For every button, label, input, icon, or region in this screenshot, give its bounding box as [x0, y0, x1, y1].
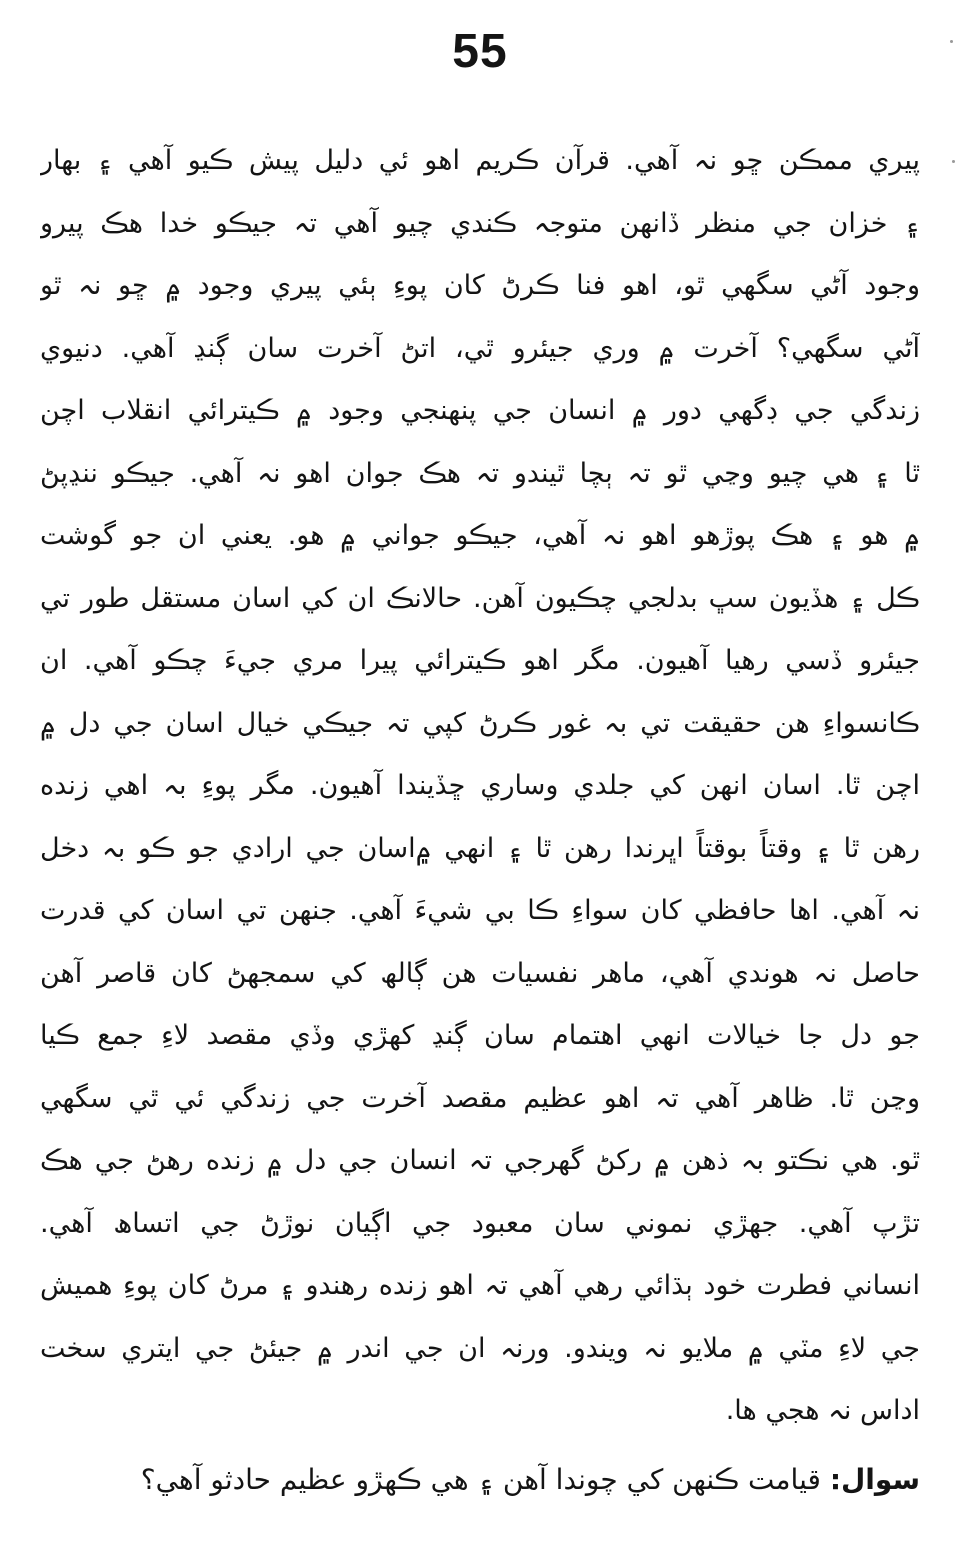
question-line	[40, 1448, 920, 1512]
text-line: ڪل ۽ هڏيون سڀ بدلجي چڪيون آهن. حالانڪ ان کي اسان مستقل طور تي	[40, 582, 920, 614]
text-line-last: اداس نہ هجي ها.	[725, 1395, 920, 1426]
page-number: 55	[452, 25, 508, 78]
text-line: آڻي سگهي؟ آخرت ۾ وري جيئرو ٿي، اتڻ آخرت سان ڳنڍ آهي. دنيوي	[40, 332, 920, 364]
text-line: نہ آهي. اها حافظي کان سواءِ ڪا بي شيءَ آهي. جنهن تي اسان کي قدرت	[40, 895, 920, 926]
question-label: سوال:	[829, 1463, 920, 1496]
scan-speck	[952, 160, 955, 163]
text-line: اچن ٿا. اسان انهن کي جلدي وساري ڇڏيندا آهيون. مگر پوءِ بہ اهي زنده	[40, 770, 920, 801]
text-line: جي لاءِ مٽي ۾ ملايو نہ ويندو. ورنہ ان جي اندر ۾ جيئڻ جي ايتري سخت	[40, 1332, 920, 1364]
text-line: انساني فطرت خود ٻڌائي رهي آهي تہ اهو زنده رهندو ۽ مرڻ کان پوءِ هميش	[40, 1270, 920, 1301]
text-line: ٿو. هي نڪتو بہ ذهن ۾ رکڻ گهرجي تہ انسان جي دل ۾ زنده رهڻ جي هڪ	[40, 1145, 920, 1176]
scan-speck	[950, 40, 953, 43]
text-line: ڪانسواءِ هن حقيقت تي بہ غور ڪرڻ کپي تہ جيڪي خيال اسان جي دل ۾	[40, 707, 920, 739]
text-line: زندگي جي ڊگهي دور ۾ انسان جي پنهنجي وجود ۾ ڪيترائي انقلاب اچن	[40, 395, 920, 426]
text-line: رهن ٿا ۽ وقتاً بوقتاً اڀرندا رهن ٿا ۽ انهي ۾اسان جي ارادي جو ڪو بہ دخل	[40, 832, 920, 864]
text-line: ۾ هو ۽ هڪ پوڙهو اهو نہ آهي، جيڪو جواني ۾ هو. يعني ان جو گوشت	[40, 520, 920, 551]
text-line: ۽ خزان جي منظر ڏانهن متوجہ ڪندي چيو آهي تہ جيڪو خدا هڪ پيرو	[40, 207, 920, 239]
text-line: ٿا ۽ هي چيو وڃي ٿو تہ ٻچا ٿيندو تہ هڪ جوان اهو نہ آهي. جيڪو ننڍپڻ	[40, 457, 920, 489]
question-text: قيامت ڪنهن کي چوندا آهن ۽ هي ڪهڙو عظيم حادثو آهي؟	[140, 1463, 830, 1496]
text-line: جو دل جا خيالات انهي اهتمام سان ڳنڍ کهڙي وڏي مقصد لاءِ جمع ڪيا	[40, 1020, 920, 1051]
text-line: وڃن ٿا. ظاهر آهي تہ اهو عظيم مقصد آخرت جي زندگي ئي ٿي سگهي	[40, 1082, 920, 1114]
text-line: پيري ممڪن ڇو نہ آهي. قرآن ڪريم اهو ئي دليل پيش ڪيو آهي ۽ بهار	[40, 145, 920, 176]
text-line: وجود آڻي سگهي ٿو، اهو فنا ڪرڻ کان پوءِ ٻئي پيري وجود ۾ ڇو نہ ٿو	[40, 270, 920, 301]
text-line: حاصل نہ هوندي آهي، ماهر نفسيات هن ڳالھ کي سمجهڻ کان قاصر آهن	[40, 957, 920, 989]
text-line: تڙپ آهي. جهڙي نموني سان معبود جي اڳيان نوڙڻ جي اتساھ آهي.	[40, 1207, 920, 1239]
text-line: جيئرو ڏسي رهيا آهيون. مگر اهو ڪيترائي پيرا مري جيءَ چڪو آهي. ان	[40, 645, 920, 676]
body-text	[40, 130, 920, 1443]
